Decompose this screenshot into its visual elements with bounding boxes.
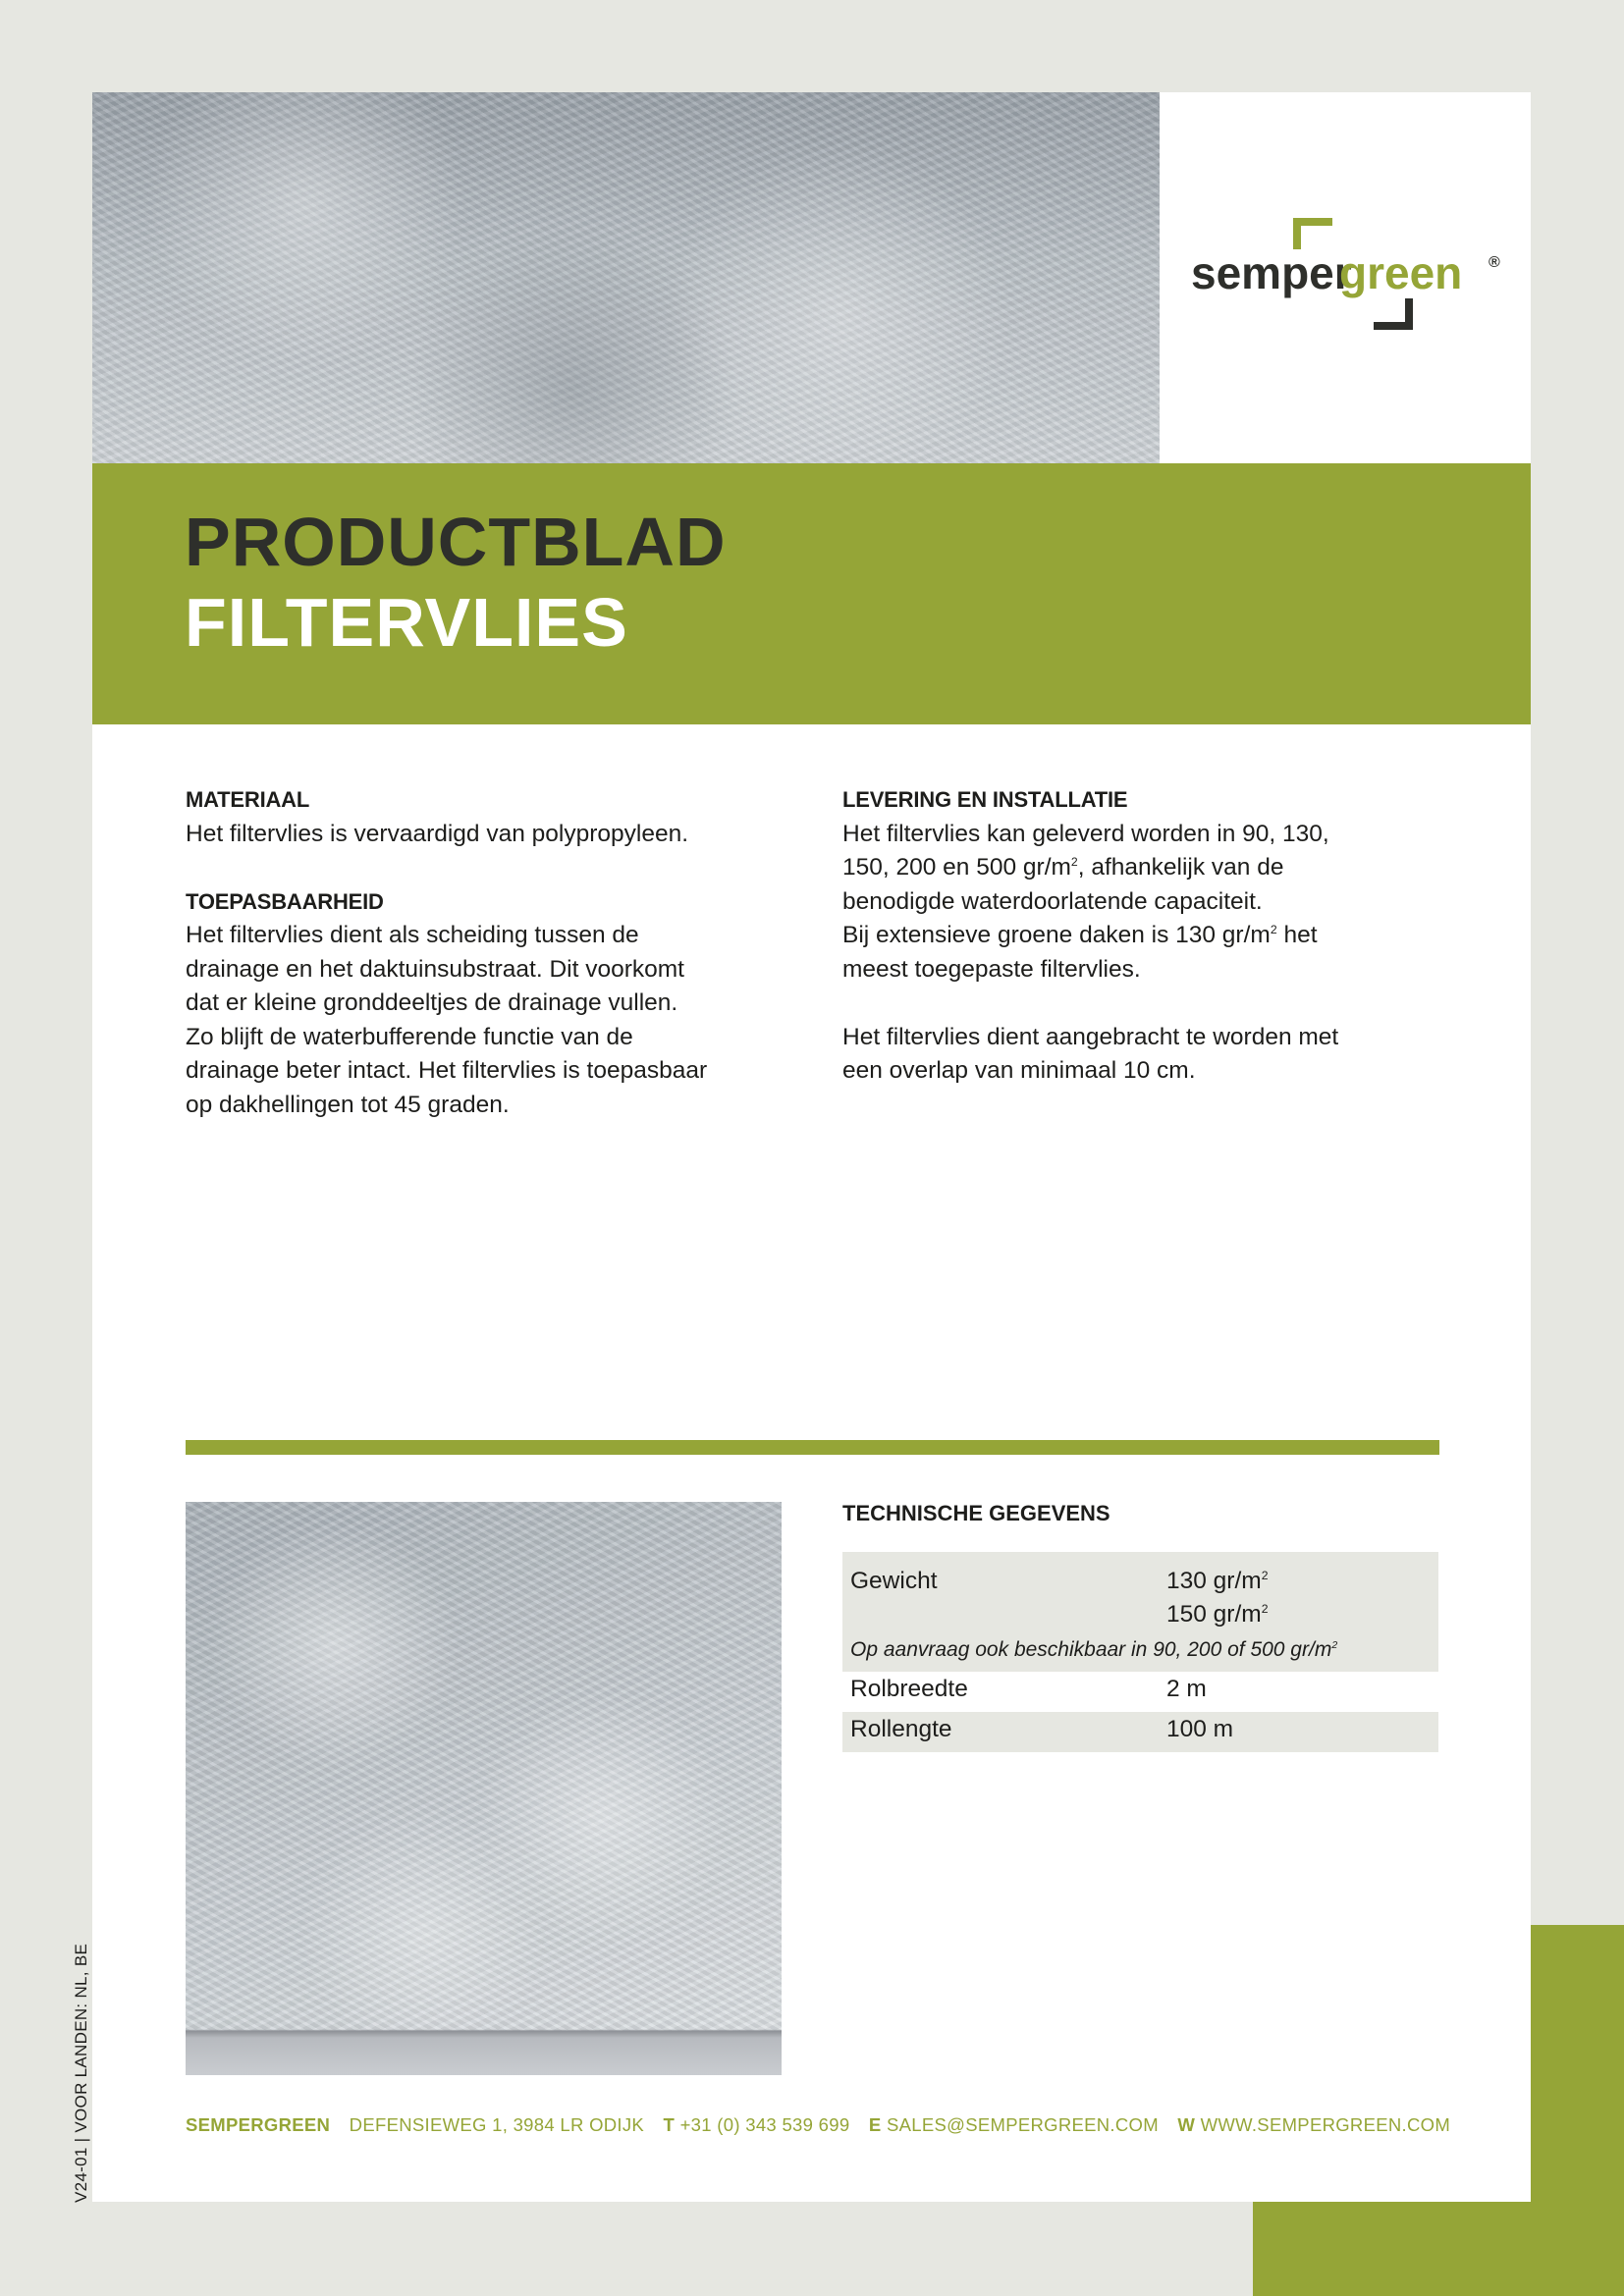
logo-bracket-bottom [1374,298,1413,330]
technical-data-table [842,1552,1438,1752]
levering-line: Het filtervlies kan geleverd worden in 90, 130, [842,820,1329,847]
rollengte-value: 100 m [1166,1716,1234,1742]
product-name: FILTERVLIES [185,584,628,661]
left-column [186,783,775,1122]
heading-toepasbaarheid: TOEPASBAARHEID [186,888,384,914]
decorative-green-block-bottom [1253,2202,1624,2296]
gewicht-note: Op aanvraag ook beschikbaar in 90, 200 of 500 $gr/m^2$ [850,1638,1338,1661]
toepasbaarheid-line: drainage en het daktuinsubstraat. Dit voorkomt [186,955,684,983]
heading-levering: LEVERING EN INSTALLATIE [842,787,1128,812]
page-title: PRODUCTBLAD [185,504,727,580]
toepasbaarheid-line: dat er kleine gronddeeltjes de drainage vullen. [186,989,678,1016]
filter-fleece-photo-bottom [186,1502,782,2075]
footer-brand: SEMPERGREEN [186,2114,331,2135]
footer-email[interactable]: E SALES@SEMPERGREEN.COM [868,2114,1159,2135]
gewicht-value: 130 $gr/m^2$ [1166,1568,1269,1594]
rolbreedte-value: 2 m [1166,1676,1207,1702]
title-band [92,463,1531,724]
toepasbaarheid-line: Het filtervlies dient als scheiding tussen de [186,922,639,948]
logo-registered: ® [1489,254,1500,271]
table-row-rolbreedte [842,1672,1438,1712]
levering-line: Het filtervlies dient aangebracht te worden met [842,1023,1339,1050]
footer-contact [186,2114,1451,2136]
levering-line: een overlap van minimaal 10 cm. [842,1057,1196,1084]
logo-text-green: green [1339,247,1463,298]
levering-line: benodigde waterdoorlatende capaciteit. [842,887,1263,915]
table-row-rollengte [842,1712,1438,1752]
heading-technische-gegevens: TECHNISCHE GEGEVENS [842,1501,1110,1525]
levering-line: 150, 200 en 500 $gr/m^2$, afhankelijk van de [842,854,1284,881]
filter-fleece-photo-top [92,92,1160,463]
table-row-gewicht [842,1552,1438,1672]
section-divider [186,1440,1439,1455]
rollengte-label: Rollengte [850,1716,952,1742]
gewicht-label: Gewicht [850,1568,938,1594]
toepasbaarheid-line: Zo blijft de waterbufferende functie van de [186,1023,633,1050]
toepasbaarheid-line: op dakhellingen tot 45 graden. [186,1091,510,1118]
levering-line: meest toegepaste filtervlies. [842,955,1141,983]
gewicht-value: 150 $gr/m^2$ [1166,1601,1269,1628]
rolbreedte-label: Rolbreedte [850,1676,968,1702]
bracket-logo-icon [1160,92,1531,463]
right-column [842,783,1412,1089]
logo-text-semper: semper [1191,247,1352,298]
version-note: V24-01 | VOOR LANDEN: NL, BE [72,1943,90,2203]
toepasbaarheid-line: drainage beter intact. Het filtervlies is toepasbaar [186,1057,708,1084]
footer-phone: T +31 (0) 343 539 699 [663,2114,850,2135]
sempergreen-logo [1160,92,1531,463]
footer-address: DEFENSIEWEG 1, 3984 LR ODIJK [349,2114,645,2135]
logo-bracket-top [1293,218,1332,249]
heading-materiaal: MATERIAAL [186,787,310,812]
materiaal-text: Het filtervlies is vervaardigd van polypropyleen. [186,820,689,847]
levering-line: Bij extensieve groene daken is 130 $gr/m^2$ het [842,922,1318,948]
footer-website[interactable]: W WWW.SEMPERGREEN.COM [1177,2114,1451,2135]
